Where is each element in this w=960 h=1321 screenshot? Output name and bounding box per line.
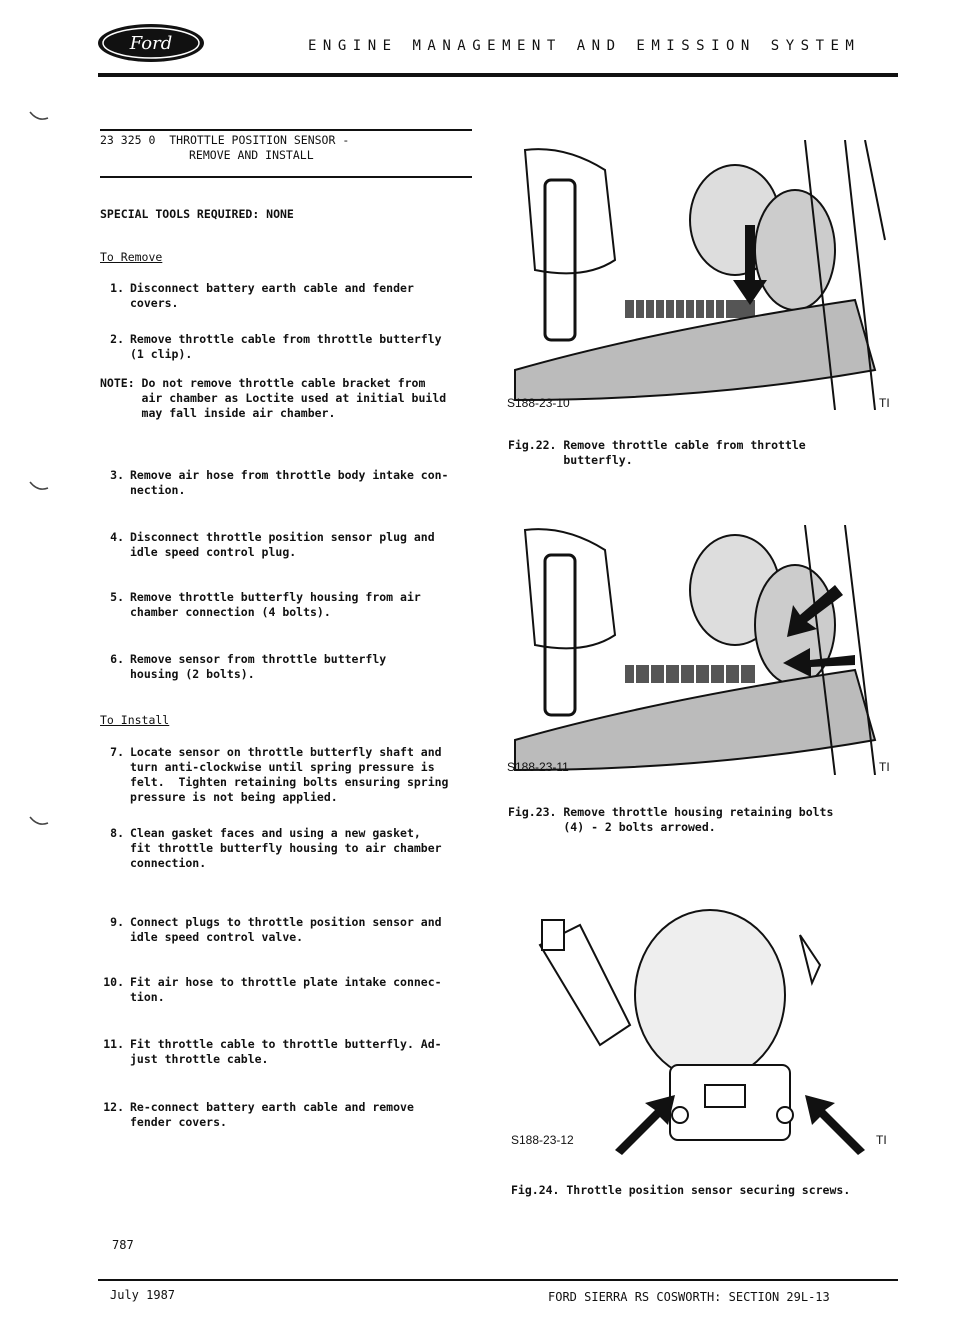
margin-punch-mark bbox=[28, 110, 50, 124]
step-text: Locate sensor on throttle butterfly shaft and turn anti-clockwise until spring pressure is felt. Tighten retaining bolts ensuring spring pressure is not being applied. bbox=[130, 745, 449, 804]
step-text: Fit throttle cable to throttle butterfly. Ad- just throttle cable. bbox=[130, 1037, 442, 1066]
step-text: Re-connect battery earth cable and remove fender covers. bbox=[130, 1100, 414, 1129]
margin-punch-mark bbox=[28, 480, 50, 494]
step-text: Remove throttle cable from throttle butterfly (1 clip). bbox=[130, 332, 442, 361]
step-number: 5. bbox=[110, 590, 124, 604]
step-text: Disconnect throttle position sensor plug and idle speed control plug. bbox=[130, 530, 435, 559]
figure-24-caption: Fig.24. Throttle position sensor securing screws. bbox=[511, 1183, 851, 1197]
header-rule bbox=[98, 73, 898, 77]
step-number: 12. bbox=[103, 1100, 124, 1114]
step-number: 7. bbox=[110, 745, 124, 759]
figure-22-caption: Fig.22. Remove throttle cable from throttle butterfly. bbox=[508, 438, 806, 467]
step-text: Connect plugs to throttle position sensor and idle speed control valve. bbox=[130, 915, 442, 944]
footer-date: July 1987 bbox=[110, 1288, 176, 1302]
figure-24-illustration bbox=[520, 905, 885, 1155]
figure-23-tag: TI bbox=[879, 760, 890, 774]
header-title: ENGINE MANAGEMENT AND EMISSION SYSTEM bbox=[308, 38, 861, 54]
step-text: Remove sensor from throttle butterfly housing (2 bolts). bbox=[130, 652, 387, 681]
page-number: 787 bbox=[112, 1238, 134, 1252]
step-text: Clean gasket faces and using a new gasket, fit throttle butterfly housing to air chamber connection. bbox=[130, 826, 442, 870]
svg-text:Ford: Ford bbox=[129, 33, 173, 54]
step-number: 3. bbox=[110, 468, 124, 482]
figure-22-tag: TI bbox=[879, 396, 890, 410]
figure-22-ref: S188-23-10 bbox=[507, 396, 570, 410]
step-number: 9. bbox=[110, 915, 124, 929]
figure-23-illustration bbox=[505, 525, 890, 775]
margin-punch-mark bbox=[28, 815, 50, 829]
install-heading: To Install bbox=[100, 713, 170, 727]
procedure-title: REMOVE AND INSTALL bbox=[189, 148, 314, 162]
step-number: 11. bbox=[103, 1037, 124, 1051]
footer-rule bbox=[98, 1279, 898, 1281]
remove-heading: To Remove bbox=[100, 250, 163, 264]
figure-24-tag: TI bbox=[876, 1133, 887, 1147]
procedure-code-line: 23 325 0 THROTTLE POSITION SENSOR - bbox=[100, 133, 350, 147]
footer-reference: FORD SIERRA RS COSWORTH: SECTION 29L-13 bbox=[548, 1290, 830, 1304]
step-number: 4. bbox=[110, 530, 124, 544]
figure-24-ref: S188-23-12 bbox=[511, 1133, 574, 1147]
figure-23-ref: S188-23-11 bbox=[507, 760, 569, 774]
figure-22-illustration bbox=[505, 140, 890, 410]
note-text: NOTE: Do not remove throttle cable bracket from air chamber as Loctite used at initial build may fall inside air chamber. bbox=[100, 376, 447, 420]
step-text: Remove throttle butterfly housing from air chamber connection (4 bolts). bbox=[130, 590, 421, 619]
step-text: Fit air hose to throttle plate intake connec- tion. bbox=[130, 975, 442, 1004]
step-number: 10. bbox=[103, 975, 124, 989]
step-text: Remove air hose from throttle body intake con- nection. bbox=[130, 468, 449, 497]
ford-logo bbox=[96, 22, 206, 64]
special-tools: SPECIAL TOOLS REQUIRED: NONE bbox=[100, 207, 294, 221]
step-number: 1. bbox=[110, 281, 124, 295]
step-text: Disconnect battery earth cable and fender covers. bbox=[130, 281, 414, 310]
step-number: 6. bbox=[110, 652, 124, 666]
step-number: 2. bbox=[110, 332, 124, 346]
heading-rule-bottom bbox=[100, 176, 472, 178]
figure-23-caption: Fig.23. Remove throttle housing retaining bolts (4) - 2 bolts arrowed. bbox=[508, 805, 834, 834]
step-number: 8. bbox=[110, 826, 124, 840]
heading-rule-top bbox=[100, 129, 472, 131]
